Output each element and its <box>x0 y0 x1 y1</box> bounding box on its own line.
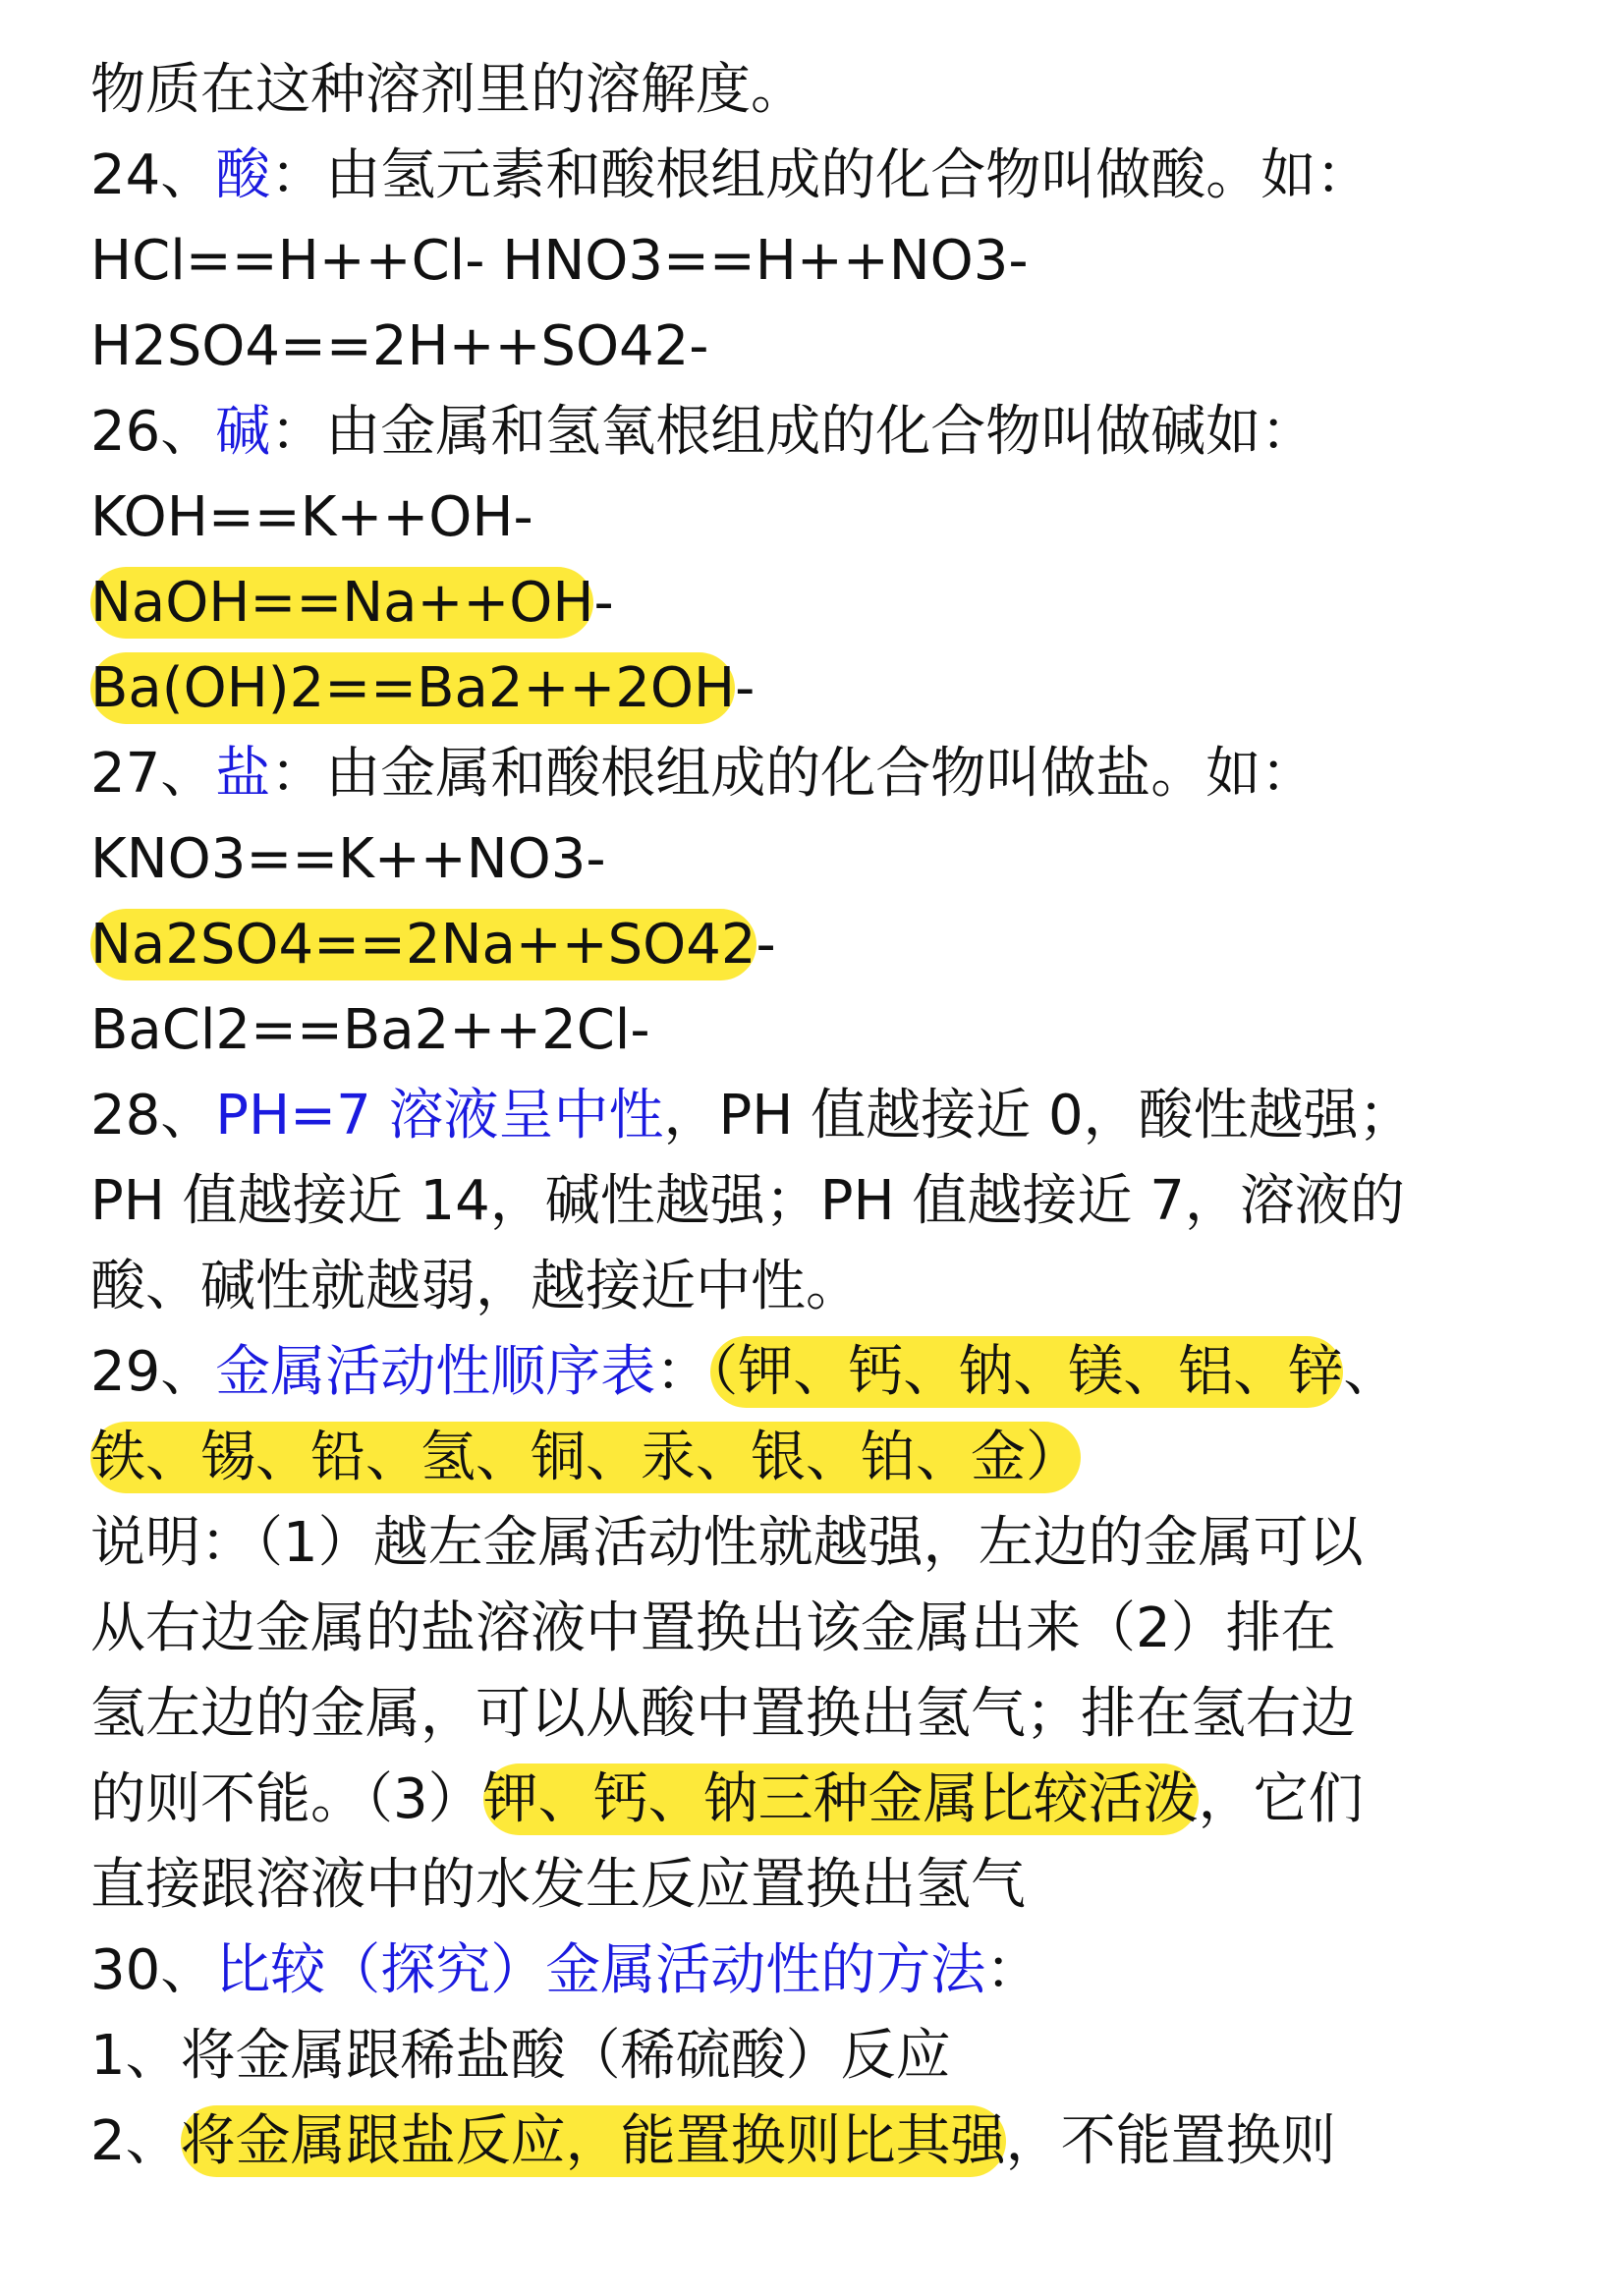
text-line: BaCl2==Ba2++2Cl- <box>90 998 650 1062</box>
highlight: NaOH==Na++OH <box>90 567 593 639</box>
text-line: NaOH==Na++OH- <box>90 564 614 643</box>
text-line: 直接跟溶液中的水发生反应置换出氢气 <box>90 1853 1026 1917</box>
term-salt: 盐 <box>215 742 271 806</box>
highlight: Na2SO4==2Na++SO42 <box>90 909 756 980</box>
highlight: 铁、锡、铅、氢、铜、汞、银、铂、金） <box>90 1422 1081 1493</box>
highlight: （钾、钙、钠、镁、铝、锌 <box>710 1336 1343 1408</box>
highlight: 将金属跟盐反应，能置换则比其强 <box>181 2105 1006 2177</box>
term-ph: PH=7 溶液呈中性 <box>215 1084 664 1148</box>
highlight: Ba(OH)2==Ba2++2OH <box>90 652 735 724</box>
text-line: 的则不能。（3）钾、钙、钠三种金属比较活泼，它们 <box>90 1761 1364 1839</box>
definition-activity-series: 29、金属活动性顺序表：（钾、钙、钠、镁、铝、锌、 <box>90 1333 1398 1412</box>
text-line: Na2SO4==2Na++SO42- <box>90 906 776 984</box>
text-line: 物质在这种溶剂里的溶解度。 <box>90 58 806 122</box>
text-line: 1、将金属跟稀盐酸（稀硫酸）反应 <box>90 2024 951 2088</box>
text-line: 说明：（1）越左金属活动性就越强，左边的金属可以 <box>90 1511 1364 1575</box>
definition-ph: 28、PH=7 溶液呈中性，PH 值越接近 0，酸性越强； <box>90 1084 1414 1148</box>
text-line: KOH==K++OH- <box>90 485 533 549</box>
text-line: HCl==H++Cl- HNO3==H++NO3- <box>90 229 1029 293</box>
text-line: PH 值越接近 14，碱性越强；PH 值越接近 7，溶液的 <box>90 1169 1405 1233</box>
text-line: Ba(OH)2==Ba2++2OH- <box>90 649 755 728</box>
definition-acid: 24、酸：由氢元素和酸根组成的化合物叫做酸。如： <box>90 143 1372 207</box>
text-line: 从右边金属的盐溶液中置换出该金属出来（2）排在 <box>90 1596 1336 1660</box>
term-compare-method: 比较（探究）金属活动性的方法 <box>215 1938 986 2002</box>
text-line: 氢左边的金属，可以从酸中置换出氢气；排在氢右边 <box>90 1682 1356 1746</box>
text-line: H2SO4==2H++SO42- <box>90 314 709 378</box>
definition-compare-method: 30、比较（探究）金属活动性的方法： <box>90 1938 1041 2002</box>
term-base: 碱 <box>215 400 271 464</box>
text-line <box>90 1419 1081 1497</box>
highlight: 钾、钙、钠三种金属比较活泼 <box>483 1763 1199 1835</box>
text-line: KNO3==K++NO3- <box>90 827 606 891</box>
definition-base: 26、碱：由金属和氢氧根组成的化合物叫做碱如： <box>90 400 1316 464</box>
text-line: 2、将金属跟盐反应，能置换则比其强，不能置换则 <box>90 2102 1336 2181</box>
term-acid: 酸 <box>215 143 271 207</box>
text-line: 酸、碱性就越弱，越接近中性。 <box>90 1255 861 1318</box>
definition-salt: 27、盐：由金属和酸根组成的化合物叫做盐。如： <box>90 742 1316 806</box>
term-activity-series: 金属活动性顺序表 <box>215 1340 656 1404</box>
